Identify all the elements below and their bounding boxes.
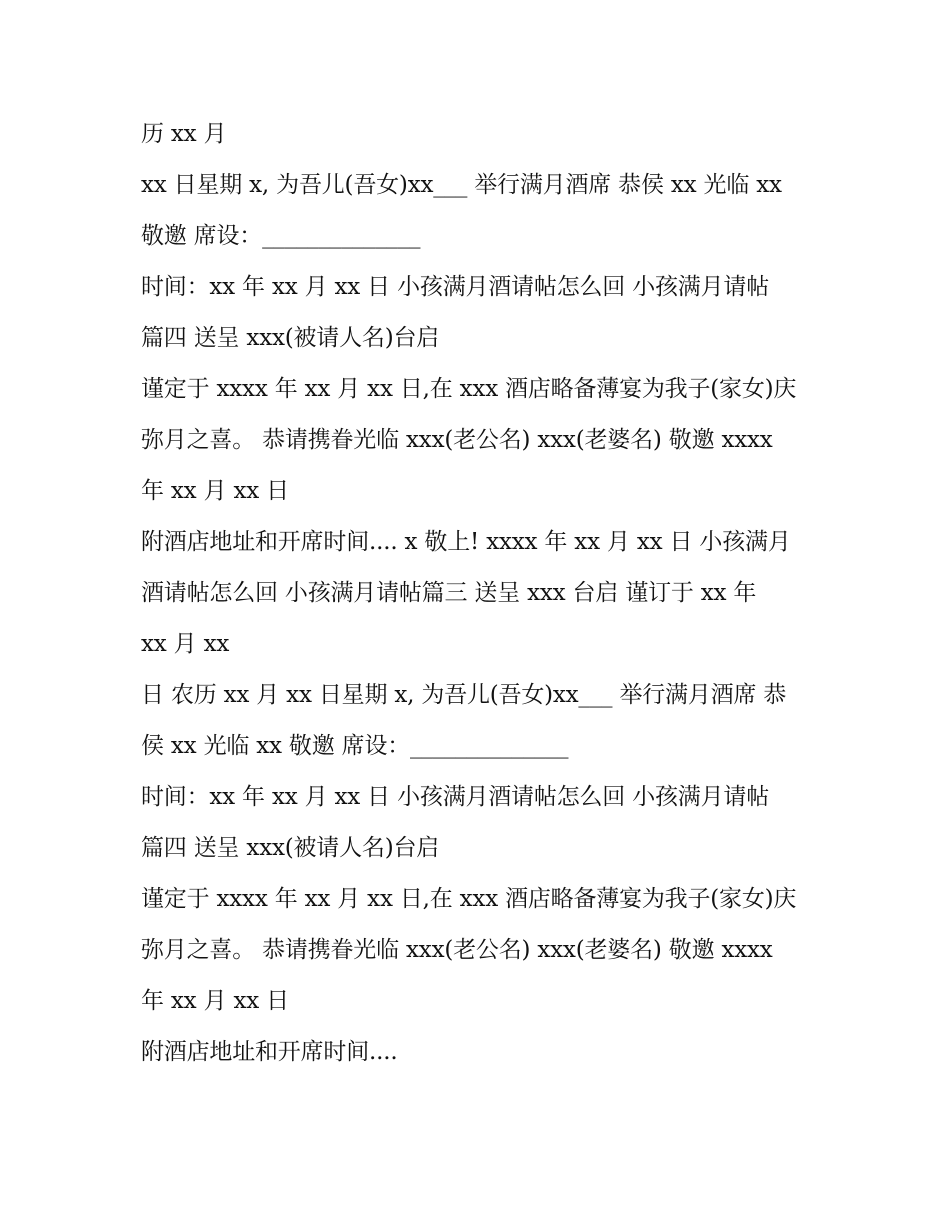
text-line: 弥月之喜。 恭请携眷光临 xxx(老公名) xxx(老婆名) 敬邀 xxxx — [141, 427, 773, 453]
text-line: 附酒店地址和开席时间.... — [141, 1039, 398, 1065]
text-line: 历 xx 月 — [141, 121, 227, 147]
document-body — [141, 109, 821, 1078]
text-line: 时间：xx 年 xx 月 xx 日 小孩满月酒请帖怎么回 小孩满月请帖 — [141, 274, 770, 300]
text-line: 酒请帖怎么回 小孩满月请帖篇三 送呈 xxx 台启 谨订于 xx 年 — [141, 580, 757, 606]
text-line: xx 日星期 x, 为吾儿(吾女)xx___ 举行满月酒席 恭侯 xx 光临 xx — [141, 172, 782, 198]
text-line: 弥月之喜。 恭请携眷光临 xxx(老公名) xxx(老婆名) 敬邀 xxxx — [141, 937, 773, 963]
text-line: 附酒店地址和开席时间.... x 敬上! xxxx 年 xx 月 xx 日 小孩满月 — [141, 529, 791, 555]
text-line: 篇四 送呈 xxx(被请人名)台启 — [141, 325, 440, 351]
text-line: 年 xx 月 xx 日 — [141, 988, 289, 1014]
text-line: 侯 xx 光临 xx 敬邀 席设：______________ — [141, 733, 569, 759]
text-line: 篇四 送呈 xxx(被请人名)台启 — [141, 835, 440, 861]
text-line: 谨定于 xxxx 年 xx 月 xx 日,在 xxx 酒店略备薄宴为我子(家女)庆 — [141, 376, 797, 402]
text-line: 时间：xx 年 xx 月 xx 日 小孩满月酒请帖怎么回 小孩满月请帖 — [141, 784, 770, 810]
text-line: 日 农历 xx 月 xx 日星期 x, 为吾儿(吾女)xx___ 举行满月酒席 恭 — [141, 682, 787, 708]
text-line: 谨定于 xxxx 年 xx 月 xx 日,在 xxx 酒店略备薄宴为我子(家女)庆 — [141, 886, 797, 912]
text-line: 敬邀 席设：______________ — [141, 223, 421, 249]
text-line: xx 月 xx — [141, 631, 230, 657]
text-line: 年 xx 月 xx 日 — [141, 478, 289, 504]
